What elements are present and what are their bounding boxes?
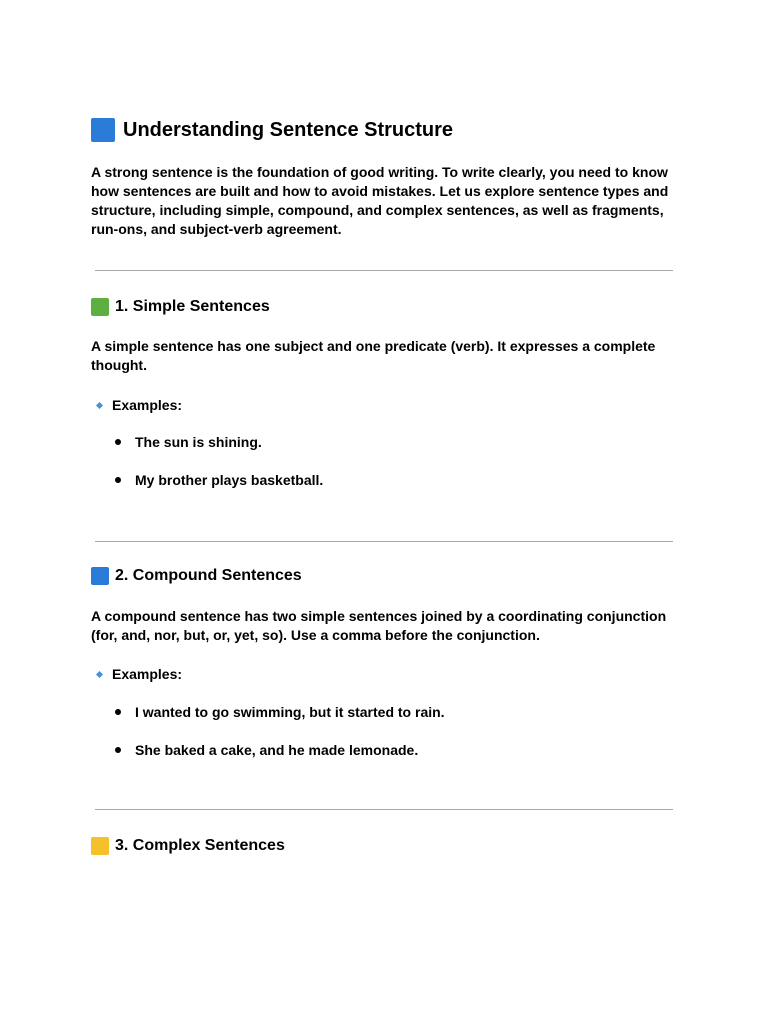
list-item (113, 741, 418, 759)
diamond-bullet-icon (96, 401, 103, 408)
examples-label-text: Examples: (112, 397, 183, 413)
page-title-text: Understanding Sentence Structure (123, 119, 454, 141)
section-heading-text: 2. Compound Sentences (115, 567, 302, 584)
section-description: A simple sentence has one subject and one predicate (verb). It expresses a complete thought. (91, 338, 656, 373)
intro-paragraph: A strong sentence is the foundation of good writing. To write clearly, you need to know how sentences are built and how to avoid mistakes. Let us explore sentence types and structure, including simple, compound, and complex sentences, as well as fragments, run-ons, and subject-verb agreement. (91, 164, 669, 237)
diamond-bullet-icon (96, 670, 103, 677)
list-item-text: My brother plays basketball. (135, 472, 324, 488)
list-item-text: The sun is shining. (135, 434, 262, 450)
section-heading-complex (91, 835, 285, 857)
list-item (113, 433, 262, 451)
section-heading-compound (91, 565, 302, 587)
bullet-dot-icon (115, 709, 121, 715)
examples-label (95, 665, 182, 683)
divider (95, 541, 673, 542)
section-heading-text: 1. Simple Sentences (115, 298, 270, 315)
section-description: A compound sentence has two simple sentences joined by a coordinating conjunction (for, and, nor, but, or, yet, so). Use a comma before the conjunction. (91, 608, 667, 643)
blue-square-icon (91, 118, 115, 142)
examples-label (95, 396, 182, 414)
section-heading-simple (91, 296, 270, 318)
examples-label-text: Examples: (112, 666, 183, 682)
bullet-dot-icon (115, 747, 121, 753)
list-item-text: She baked a cake, and he made lemonade. (135, 742, 419, 758)
list-item (113, 471, 323, 489)
section-heading-text: 3. Complex Sentences (115, 837, 285, 854)
divider (95, 270, 673, 271)
bullet-dot-icon (115, 477, 121, 483)
bullet-dot-icon (115, 439, 121, 445)
list-item-text: I wanted to go swimming, but it started to rain. (135, 704, 445, 720)
page-title (91, 116, 453, 144)
blue-square-icon (91, 567, 109, 585)
list-item (113, 703, 445, 721)
yellow-square-icon (91, 837, 109, 855)
green-square-icon (91, 298, 109, 316)
divider (95, 809, 673, 810)
